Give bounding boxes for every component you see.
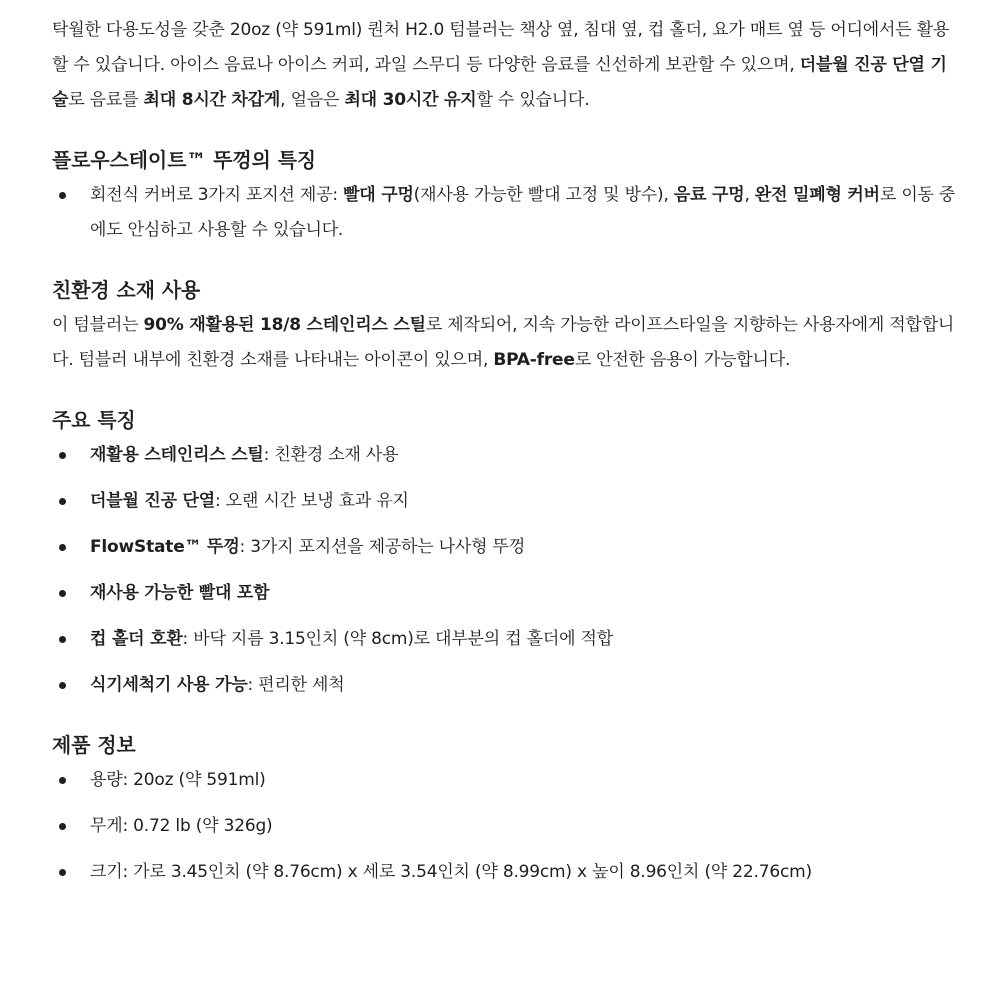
info-section-heading: 제품 정보 [52, 734, 136, 757]
eco-section-heading: 친환경 소재 사용 [52, 279, 201, 302]
lid-bold-drink-hole: 음료 구멍 [673, 185, 745, 205]
key-features-list [52, 438, 957, 703]
features-section-heading: 주요 특징 [52, 409, 136, 432]
lid-text-3: , [744, 185, 755, 205]
feature-title: 컵 홀더 호환 [90, 629, 183, 649]
intro-paragraph [52, 13, 957, 118]
info-dimensions: 크기: 가로 3.45인치 (약 8.76cm) x 세로 3.54인치 (약 8.99cm) x 높이 8.96인치 (약 22.76cm) [90, 862, 812, 882]
bullet-dot-icon [59, 869, 66, 876]
list-item [52, 622, 957, 657]
feature-description: : 오랜 시간 보냉 효과 유지 [215, 491, 409, 511]
bullet-dot-icon [59, 498, 66, 505]
feature-title: 식기세척기 사용 가능 [90, 675, 248, 695]
lid-bold-sealed-cover: 완전 밀폐형 커버 [754, 185, 880, 205]
intro-bold-cold-hours: 최대 8시간 차갑게 [143, 90, 281, 110]
list-item [52, 178, 957, 248]
feature-description: : 3가지 포지션을 제공하는 나사형 뚜껑 [239, 537, 525, 557]
bullet-dot-icon [59, 823, 66, 830]
eco-bold-steel: 90% 재활용된 18/8 스테인리스 스틸 [143, 315, 426, 335]
bullet-dot-icon [59, 192, 66, 199]
intro-text-2: 로 음료를 [68, 90, 144, 110]
feature-description: : 편리한 세척 [247, 675, 345, 695]
eco-text-3: 로 안전한 음용이 가능합니다. [574, 350, 791, 370]
eco-bold-bpa-free: BPA-free [493, 350, 575, 370]
bullet-dot-icon [59, 590, 66, 597]
lid-bold-straw-hole: 빨대 구멍 [343, 185, 414, 205]
list-item [52, 809, 957, 844]
bullet-dot-icon [59, 682, 66, 689]
lid-text-2: (재사용 가능한 빨대 고정 및 방수), [413, 185, 674, 205]
lid-features-list [52, 178, 957, 248]
intro-bold-ice-hours: 최대 30시간 유지 [344, 90, 477, 110]
list-item [52, 438, 957, 473]
intro-bold-insulation: 더블월 진공 단열 기술 [52, 55, 947, 110]
intro-text-4: 할 수 있습니다. [476, 90, 590, 110]
info-capacity: 용량: 20oz (약 591ml) [90, 770, 266, 790]
list-item [52, 530, 957, 565]
bullet-dot-icon [59, 636, 66, 643]
eco-text-1: 이 텀블러는 [52, 315, 144, 335]
feature-description: : 친환경 소재 사용 [263, 445, 399, 465]
bullet-dot-icon [59, 544, 66, 551]
bullet-dot-icon [59, 777, 66, 784]
intro-text-1: 탁월한 다용도성을 갖춘 20oz (약 591ml) 퀀처 H2.0 텀블러는 책상 옆, 침대 옆, 컵 홀더, 요가 매트 옆 등 어디에서든 활용할 수 있습니다. 아이스 음료나 아이스 커피, 과일 스무디 등 다양한 음료를 신선하게 보관할 수 있으며, [52, 20, 950, 75]
feature-title: 재활용 스테인리스 스틸 [90, 445, 264, 465]
product-description-document [52, 13, 957, 890]
intro-text-3: , 얼음은 [280, 90, 345, 110]
feature-description: : 바닥 지름 3.15인치 (약 8cm)로 대부분의 컵 홀더에 적합 [182, 629, 613, 649]
bullet-dot-icon [59, 452, 66, 459]
feature-title: 재사용 가능한 빨대 포함 [90, 583, 270, 603]
info-weight: 무게: 0.72 lb (약 326g) [90, 816, 273, 836]
eco-paragraph [52, 308, 957, 378]
lid-text-4: 로 이동 중에도 안심하고 사용할 수 있습니다. [90, 185, 956, 240]
list-item [52, 763, 957, 798]
list-item [52, 855, 957, 890]
list-item [52, 576, 957, 611]
list-item [52, 484, 957, 519]
lid-text-1: 회전식 커버로 3가지 포지션 제공: [90, 185, 344, 205]
feature-title: 더블월 진공 단열 [90, 491, 215, 511]
feature-title: FlowState™ 뚜껑 [90, 537, 240, 557]
eco-text-2: 로 제작되어, 지속 가능한 라이프스타일을 지향하는 사용자에게 적합합니다. 텀블러 내부에 친환경 소재를 나타내는 아이콘이 있으며, [52, 315, 955, 370]
list-item [52, 668, 957, 703]
product-info-list [52, 763, 957, 890]
lid-section-heading: 플로우스테이트™ 뚜껑의 특징 [52, 149, 317, 172]
